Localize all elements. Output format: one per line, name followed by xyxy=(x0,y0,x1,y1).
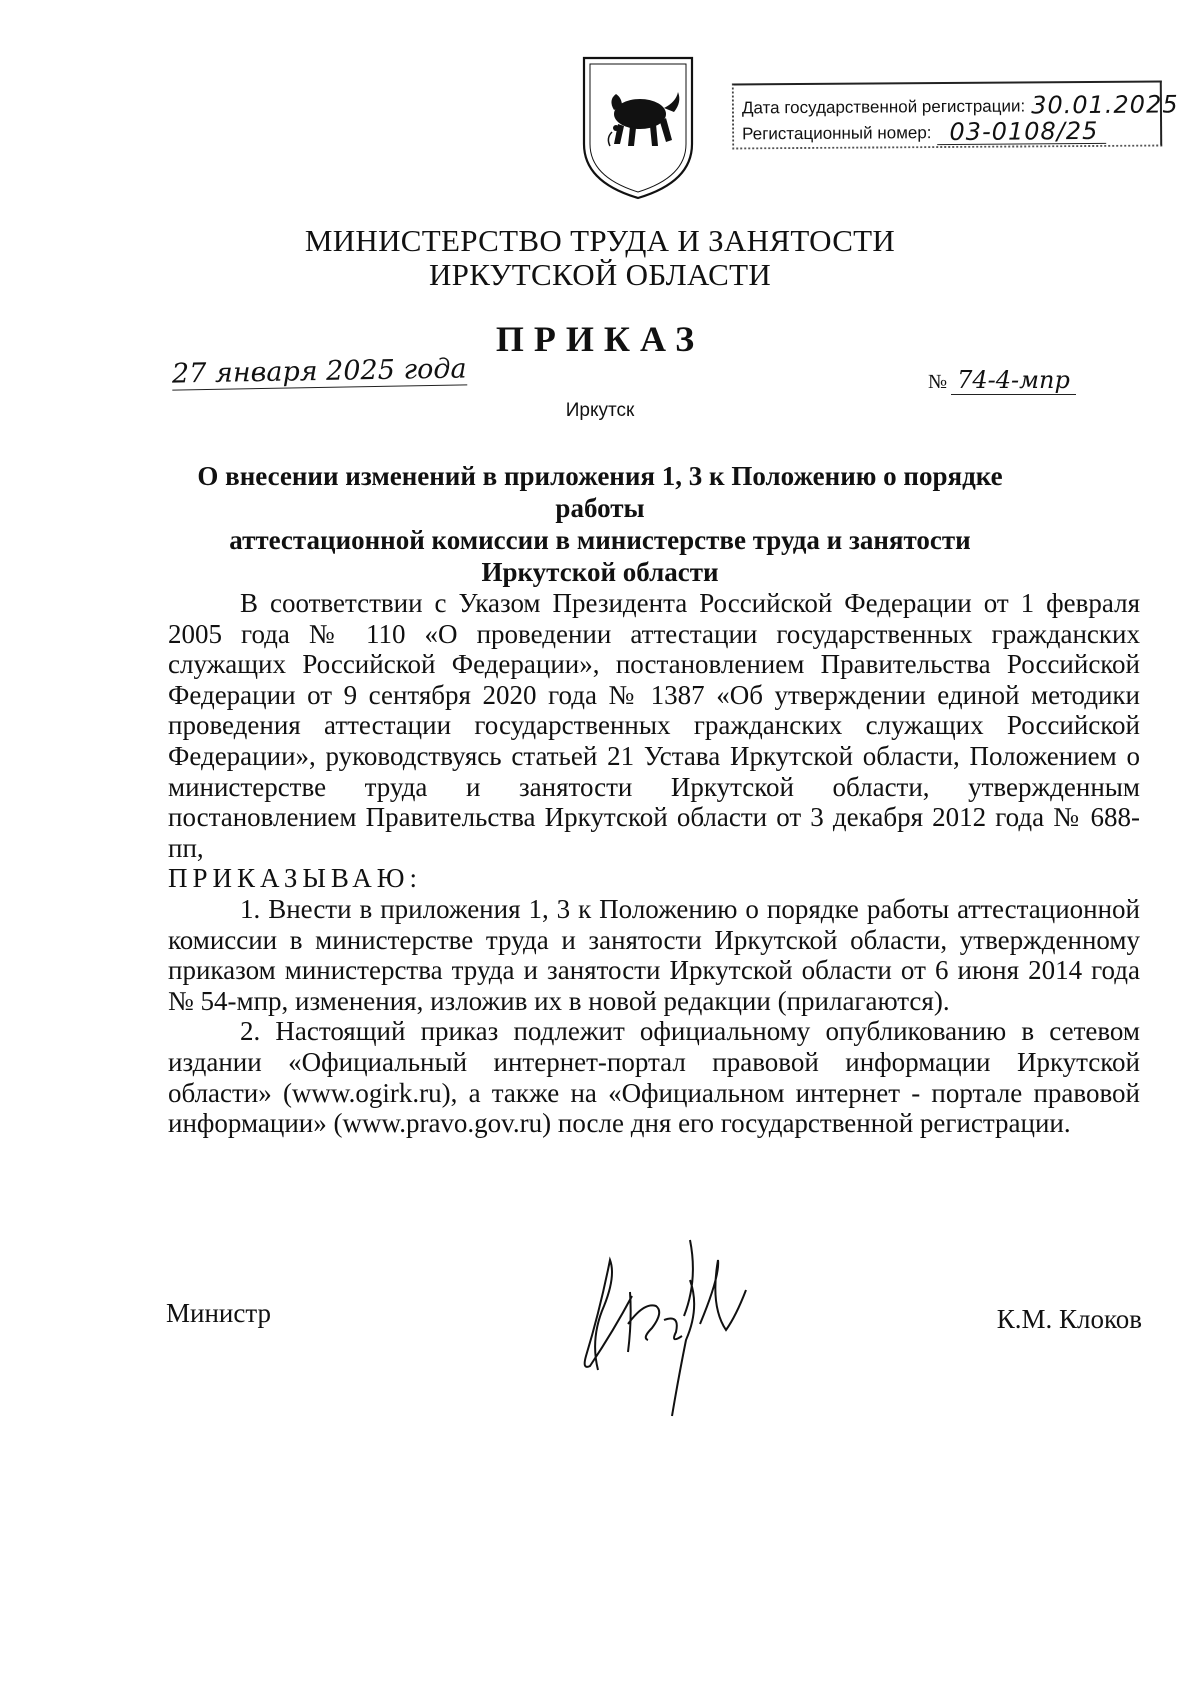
registration-number-label: Регистационный номер: xyxy=(742,123,932,144)
registration-date-value: 30.01.2025 xyxy=(1031,90,1179,120)
handwritten-date-text: 27 января 2025 года xyxy=(171,353,467,390)
order-number xyxy=(928,366,1076,394)
number-sign-label: № xyxy=(928,371,948,393)
registration-number-value: 03-0108/25 xyxy=(937,119,1106,145)
ministry-name xyxy=(0,224,1200,292)
document-body xyxy=(168,588,1140,1139)
irkutsk-coat-of-arms-icon xyxy=(578,52,698,202)
document-type-title: ПРИКАЗ xyxy=(495,319,705,359)
item-2-paragraph: 2. Настоящий приказ подлежит официальному опубликованию в сетевом издании «Официальный интернет-портал правовой информации Иркутской области» (www.ogirk.ru), а также на «Официальном интернет - портале правовой информации» (www.pravo.gov.ru) после дня его государственной регистрации. xyxy=(168,1016,1140,1139)
heading-line2: аттестационной комиссии в министерстве труда и занятости xyxy=(229,525,971,555)
item-1-paragraph: 1. Внести в приложения 1, 3 к Положению о порядке работы аттестационной комиссии в министерстве труда и занятости Иркутской области, утвержденному приказом министерства труда и занятости Иркутской области от 6 июня 2014 года № 54-мпр, изменения, изложив их в новой редакции (прилагаются). xyxy=(168,893,1140,1016)
document-heading xyxy=(150,460,1050,588)
signer-name: К.М. Клоков xyxy=(996,1304,1142,1334)
registration-stamp xyxy=(732,80,1179,149)
handwritten-date xyxy=(172,353,467,389)
city-name: Иркутск xyxy=(565,400,635,421)
order-word: ПРИКАЗЫВАЮ: xyxy=(168,863,422,894)
handwritten-signature xyxy=(570,1220,800,1420)
signer-position: Министр xyxy=(166,1298,271,1328)
preamble-paragraph: В соответствии с Указом Президента Российской Федерации от 1 февраля 2005 года № 110 «О проведении аттестации государственных гражданских служащих Российской Федерации», постановлением Правительства Российской Федерации от 9 сентября 2020 года № 1387 «Об утверждении единой методики проведения аттестации государственных гражданских служащих Российской Федерации», руководствуясь статьей 21 Устава Иркутской области, Положением о министерстве труда и занятости Иркутской области, утвержденным постановлением Правительства Иркутской области от 3 декабря 2012 года № 688-пп, xyxy=(168,588,1140,863)
ministry-name-line2: ИРКУТСКОЙ ОБЛАСТИ xyxy=(428,257,772,292)
heading-line1: О внесении изменений в приложения 1, 3 к Положению о порядке работы xyxy=(197,461,1003,523)
heading-line3: Иркутской области xyxy=(481,557,719,587)
registration-date-label: Дата государственной регистрации: xyxy=(741,96,1026,118)
handwritten-order-number: 74-4-мпр xyxy=(951,366,1076,395)
ministry-name-line1: МИНИСТЕРСТВО ТРУДА И ЗАНЯТОСТИ xyxy=(304,223,896,258)
